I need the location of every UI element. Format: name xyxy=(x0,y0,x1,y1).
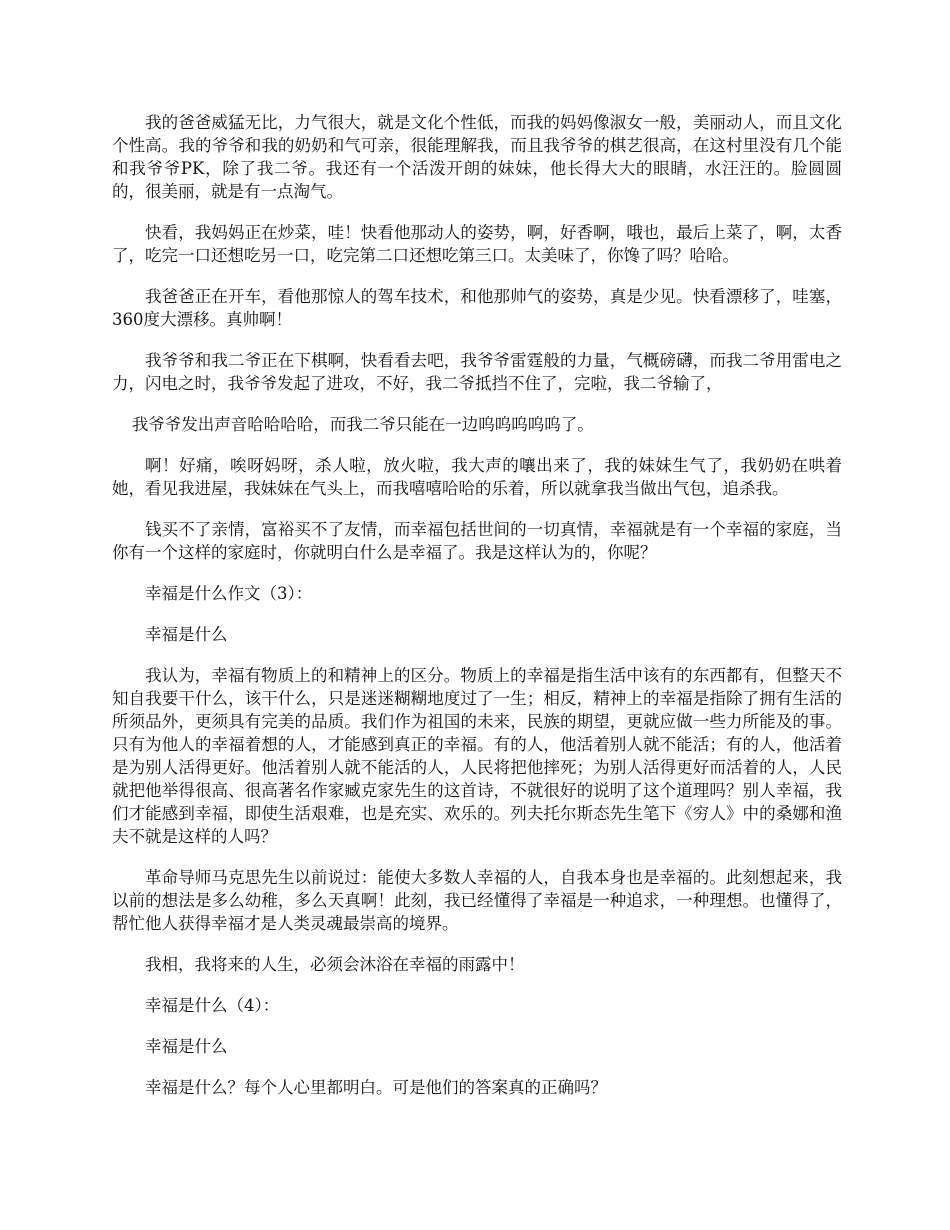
document-body xyxy=(112,111,842,1117)
essay-title-4: 幸福是什么 xyxy=(145,1037,228,1056)
paragraph-mom-cooking: 快看，我妈妈正在炒菜，哇！快看他那动人的姿势，啊，好香啊，哦也，最后上菜了，啊，太香了，吃完一口还想吃另一口，吃完第二口还想吃第三口。太美味了，你馋了吗？哈哈。 xyxy=(112,223,842,265)
paragraph-dad-driving: 我爸爸正在开车，看他那惊人的驾车技术，和他那帅气的姿势，真是少见。快看漂移了，哇塞，360度大漂移。真帅啊！ xyxy=(112,287,842,329)
paragraph-family-intro: 我的爸爸威猛无比，力气很大，就是文化个性低，而我的妈妈像淑女一般，美丽动人，而且文化个性高。我的爷爷和我的奶奶和气可亲，很能理解我，而且我爷爷的棋艺很高，在这村里没有几个能和我爷爷PK，除了我二爷。我还有一个活泼开朗的妹妹，他长得大大的眼睛，水汪汪的。脸圆圆的，很美丽，就是有一点淘气。 xyxy=(112,113,842,201)
section-heading-4: 幸福是什么（4）： xyxy=(145,996,280,1015)
paragraph-sister-angry: 啊！好痛，唉呀妈呀，杀人啦，放火啦，我大声的嚷出来了，我的妹妹生气了，我奶奶在哄着她，看见我进屋，我妹妹在气头上，而我嘻嘻哈哈的乐着，所以就拿我当做出气包，追杀我。 xyxy=(112,456,842,498)
paragraph-grandpa-laugh: 我爷爷发出声音哈哈哈哈，而我二爷只能在一边呜呜呜呜呜了。 xyxy=(131,415,594,434)
paragraph-happiness-family: 钱买不了亲情，富裕买不了友情，而幸福包括世间的一切真情，幸福就是有一个幸福的家庭，当你有一个这样的家庭时，你就明白什么是幸福了。我是这样认为的，你呢？ xyxy=(112,520,842,562)
paragraph-what-is-happiness: 幸福是什么？每个人心里都明白。可是他们的答案真的正确吗？ xyxy=(145,1078,607,1097)
section-heading-3: 幸福是什么作文（3）： xyxy=(145,584,313,603)
paragraph-grandpa-chess: 我爷爷和我二爷正在下棋啊，快看看去吧，我爷爷雷霆般的力量，气概磅礴，而我二爷用雷电之力，闪电之时，我爷爷发起了进攻，不好，我二爷抵挡不住了，完啦，我二爷输了， xyxy=(112,351,842,393)
paragraph-future-life: 我相，我将来的人生，必须会沐浴在幸福的雨露中！ xyxy=(145,955,525,974)
essay-title-3: 幸福是什么 xyxy=(145,625,228,644)
paragraph-happiness-definition: 我认为，幸福有物质上的和精神上的区分。物质上的幸福是指生活中该有的东西都有，但整天不知自我要干什么，该干什么，只是迷迷糊糊地度过了一生；相反，精神上的幸福是指除了拥有生活的所须品外，更须具有完美的品质。我们作为祖国的未来，民族的期望，更就应做一些力所能及的事。只有为他人的幸福着想的人，才能感到真正的幸福。有的人，他活着别人就不能活；有的人，他活着是为别人活得更好。他活着别人就不能活的人，人民将把他摔死；为别人活得更好而活着的人，人民就把他举得很高、很高著名作家臧克家先生的这首诗，不就很好的说明了这个道理吗？别人幸福，我们才能感到幸福，即使生活艰难，也是充实、欢乐的。列夫托尔斯态先生笔下《穷人》中的桑娜和渔夫不就是这样的人吗？ xyxy=(112,666,842,846)
paragraph-marx-quote: 革命导师马克思先生以前说过：能使大多数人幸福的人，自我本身也是幸福的。此刻想起来，我以前的想法是多么幼稚，多么天真啊！此刻，我已经懂得了幸福是一种追求，一种理想。也懂得了，帮忙他人获得幸福才是人类灵魂最崇高的境界。 xyxy=(112,868,842,933)
